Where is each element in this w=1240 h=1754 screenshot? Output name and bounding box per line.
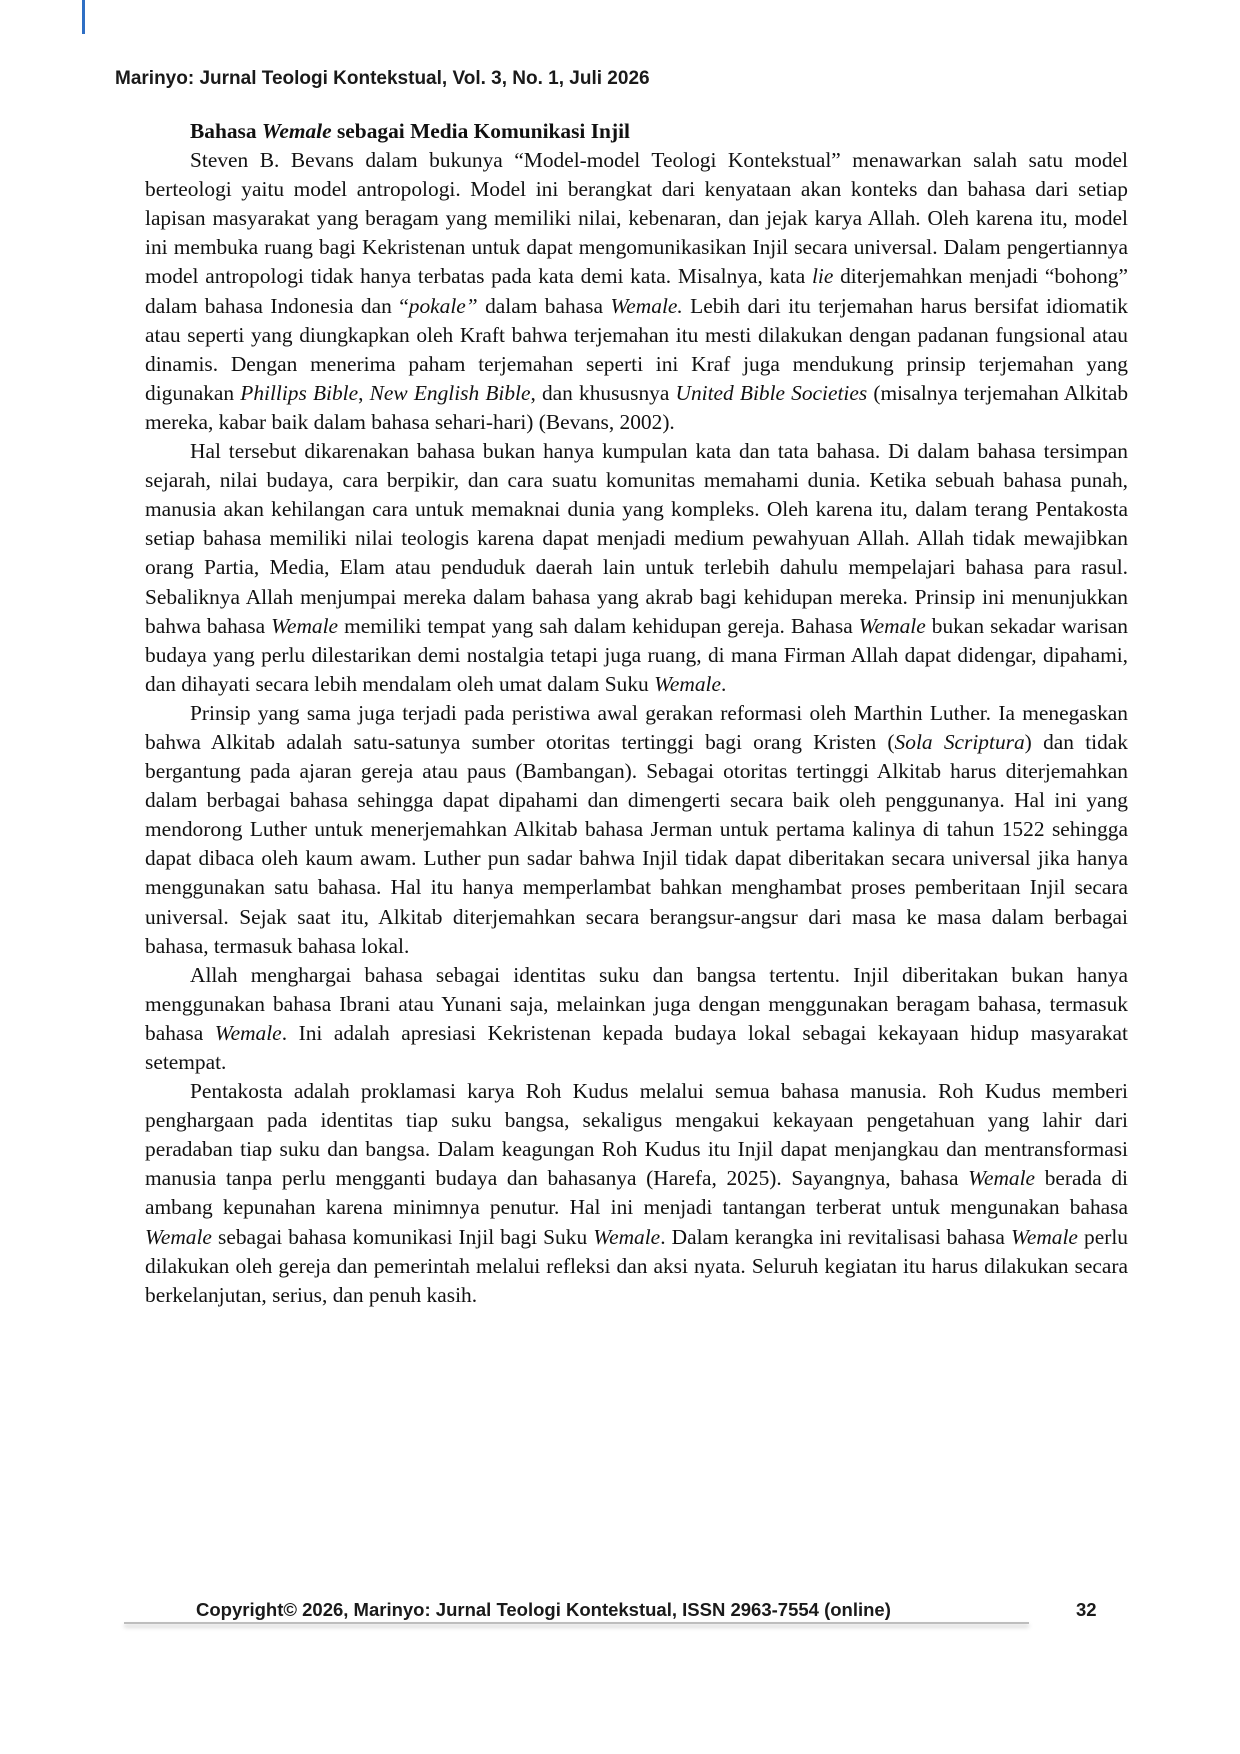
text-run: ) dan tidak bergantung pada ajaran gereja atau paus (Bambangan). Sebagai otoritas tertinggi Alkitab harus diterjemahkan dalam berbagai bahasa sehingga dapat dipahami dan dimengerti secara baik oleh penggunanya. Hal ini yang mendorong Luther untuk menerjemahkan Alkitab bahasa Jerman untuk pertama kalinya di tahun 1522 sehingga dapat dibaca oleh kaum awam. Luther pun sadar bahwa Injil tidak dapat diberitakan secara universal jika hanya menggunakan satu bahasa. Hal itu hanya memperlambat bahkan menghambat proses pemberitaan Injil secara universal. Sejak saat itu, Alkitab diterjemahkan secara berangsur-angsur dari masa ke masa dalam berbagai bahasa, termasuk bahasa lokal. xyxy=(145,729,1129,958)
italic-term: Phillips Bible xyxy=(240,380,359,405)
text-run: . Ini adalah apresiasi Kekristenan kepada budaya lokal sebagai kekayaan hidup masyarakat setempat. xyxy=(145,1020,1128,1074)
section-heading xyxy=(145,117,1128,146)
italic-term: New English Bible xyxy=(369,380,531,405)
italic-term: pokale” xyxy=(408,293,478,318)
italic-term: lie xyxy=(811,264,834,289)
page-number: 32 xyxy=(1076,1599,1097,1620)
text-run: (misalnya terjemahan Alkitab mereka, kabar baik dalam bahasa sehari-hari) (Bevans, 2002). xyxy=(145,380,1129,434)
italic-term: Wemale. xyxy=(610,293,683,318)
text-run: memiliki tempat yang sah dalam kehidupan gereja. Bahasa xyxy=(338,613,859,638)
paragraph xyxy=(145,699,1128,961)
italic-term: Wemale xyxy=(214,1020,282,1045)
italic-term: Wemale xyxy=(145,1224,212,1249)
italic-term: Sola Scriptura xyxy=(894,729,1025,754)
running-header: Marinyo: Jurnal Teologi Kontekstual, Vol. 3, No. 1, Juli 2026 xyxy=(115,68,650,89)
text-run: , dan khususnya xyxy=(530,380,676,405)
paragraph xyxy=(145,961,1128,1077)
italic-term: Wemale xyxy=(654,671,721,696)
italic-term: Wemale xyxy=(1010,1224,1078,1249)
italic-term: Wemale xyxy=(593,1224,661,1249)
text-run: sebagai bahasa komunikasi Injil bagi Suku xyxy=(211,1224,594,1249)
section-heading-italic: Wemale xyxy=(261,119,332,143)
text-run: perlu dilakukan oleh gereja dan pemerintah melalui refleksi dan aksi nyata. Seluruh kegiatan itu harus dilakukan secara berkelanjutan, serius, dan penuh kasih. xyxy=(145,1224,1128,1307)
text-run: Lebih dari itu terjemahan harus bersifat idiomatik atau seperti yang diungkapkan oleh Kraft bahwa terjemahan itu mesti dilakukan dengan padanan fungsional atau dinamis. Dengan menerima paham terjemahan seperti ini Kraf juga mendukung prinsip terjemahan yang digunakan xyxy=(145,293,1128,405)
text-run: dalam bahasa xyxy=(477,293,611,318)
article-body xyxy=(145,117,1128,1310)
text-run: Steven B. Bevans dalam bukunya “Model-model Teologi Kontekstual” menawarkan salah satu model berteologi yaitu model antropologi. Model ini berangkat dari kenyataan akan konteks dan bahasa dari setiap lapisan masyarakat yang beragam yang memiliki nilai, kebenaran, dan jejak karya Allah. Oleh karena itu, model ini membuka ruang bagi Kekristenan untuk dapat mengomunikasikan Injil secara universal. Dalam pengertiannya model antropologi tidak hanya terbatas pada kata demi kata. Misalnya, kata xyxy=(145,148,1128,289)
italic-term: Wemale xyxy=(968,1166,1036,1191)
paragraph xyxy=(145,1077,1128,1310)
accent-bar xyxy=(82,0,85,34)
text-run: Hal tersebut dikarenakan bahasa bukan hanya kumpulan kata dan tata bahasa. Di dalam bahasa tersimpan sejarah, nilai budaya, cara berpikir, dan cara suatu komunitas memahami dunia. Ketika sebuah bahasa punah, manusia akan kehilangan cara untuk memaknai dunia yang kompleks. Oleh karena itu, dalam terang Pentakosta setiap bahasa memiliki nilai teologis karena dapat menjadi medium pewahyuan Allah. Allah tidak mewajibkan orang Partia, Media, Elam atau penduduk daerah lain untuk terlebih dahulu mempelajari bahasa para rasul. Sebaliknya Allah menjumpai mereka dalam bahasa yang akrab bagi kehidupan mereka. Prinsip ini menunjukkan bahwa bahasa xyxy=(145,439,1128,638)
section-heading-pre: Bahasa xyxy=(190,119,262,143)
text-run: Pentakosta adalah proklamasi karya Roh Kudus melalui semua bahasa manusia. Roh Kudus memberi penghargaan pada identitas tiap suku bangsa, sekaligus mengakui kekayaan pengetahuan yang lahir dari peradaban tiap suku dan bangsa. Dalam keagungan Roh Kudus itu Injil dapat menjangkau dan mentransformasi manusia tanpa perlu mengganti budaya dan bahasanya (Harefa, 2025). Sayangnya, bahasa xyxy=(145,1079,1128,1191)
paragraph xyxy=(145,146,1128,437)
text-run: . xyxy=(721,671,727,696)
footer-rule xyxy=(124,1622,1029,1624)
text-run: Allah menghargai bahasa sebagai identitas suku dan bangsa tertentu. Injil diberitakan bukan hanya menggunakan bahasa Ibrani atau Yunani saja, melainkan juga dengan menggunakan beragam bahasa, termasuk bahasa xyxy=(145,962,1128,1045)
paragraph xyxy=(145,437,1128,699)
italic-term: Wemale xyxy=(271,613,339,638)
text-run: diterjemahkan menjadi “bohong” dalam bahasa Indonesia dan “ xyxy=(145,264,1128,318)
section-heading-post: sebagai Media Komunikasi Injil xyxy=(331,119,630,143)
text-run: bukan sekadar warisan budaya yang perlu dilestarikan demi nostalgia tetapi juga ruang, di mana Firman Allah dapat didengar, dipahami, dan dihayati secara lebih mendalam oleh umat dalam Suku xyxy=(145,613,1128,696)
italic-term: United Bible Societies xyxy=(675,380,868,405)
text-run: berada di ambang kepunahan karena minimnya penutur. Hal ini menjadi tantangan terberat untuk mengunakan bahasa xyxy=(145,1166,1128,1220)
footer-copyright: Copyright© 2026, Marinyo: Jurnal Teologi Kontekstual, ISSN 2963-7554 (online) xyxy=(196,1599,891,1620)
text-run: Prinsip yang sama juga terjadi pada peristiwa awal gerakan reformasi oleh Marthin Luther. Ia menegaskan bahwa Alkitab adalah satu-satunya sumber otoritas tertinggi bagi orang Kristen ( xyxy=(145,700,1128,754)
text-run: . Dalam kerangka ini revitalisasi bahasa xyxy=(660,1224,1011,1249)
text-run: , xyxy=(358,380,370,405)
italic-term: Wemale xyxy=(858,613,926,638)
